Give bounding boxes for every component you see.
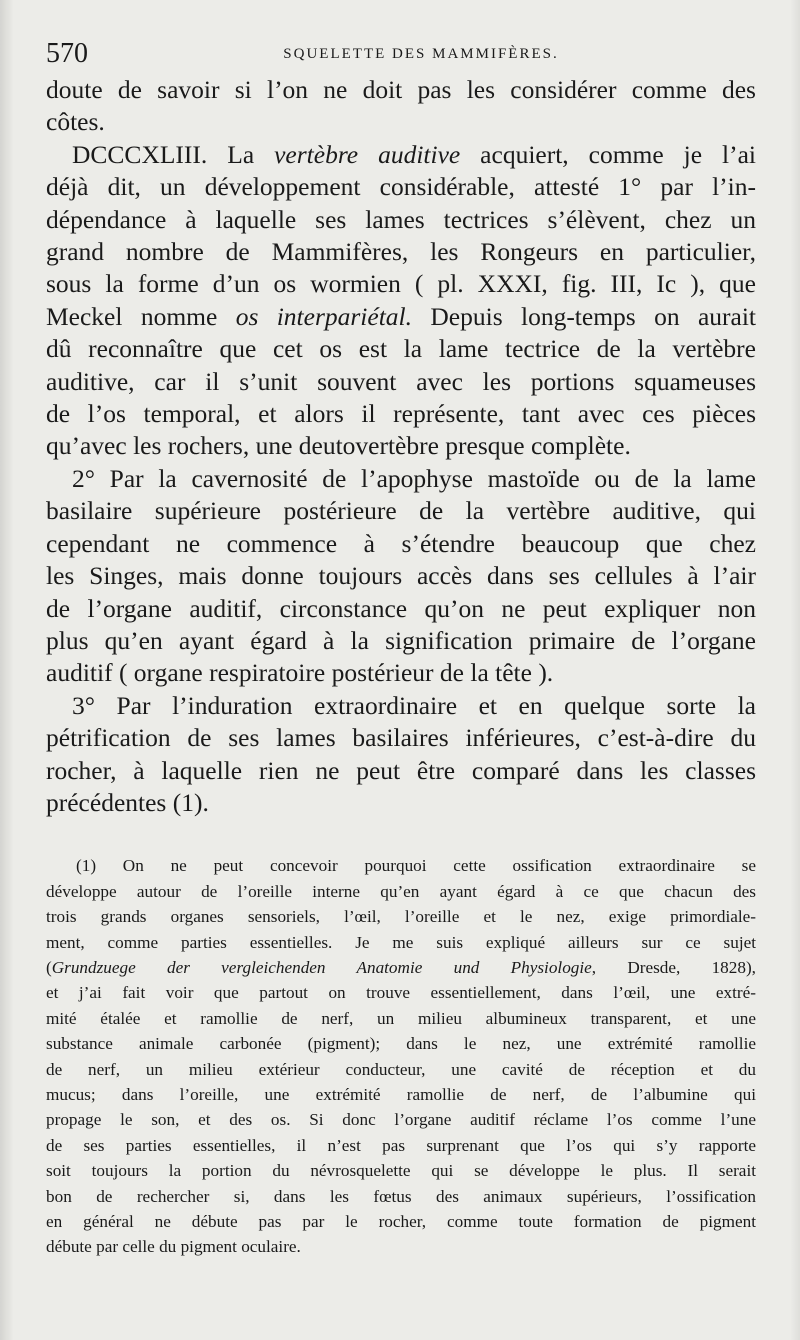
text-run: cependant ne commence à s’étendre beaucoup que chez: [46, 528, 756, 558]
footnote-line: [46, 1057, 756, 1082]
text-run: de l’organe auditif, circonstance qu’on ne peut expliquer non: [46, 593, 756, 623]
text-run: pétrification de ses lames basilaires inférieures, c’est-à-dire du: [46, 723, 756, 753]
text-run: débute par celle du pigment oculaire.: [46, 1237, 301, 1257]
text-line: [46, 787, 756, 819]
text-run: et j’ai fait voir que partout on trouve essentiellement, dans l’œil, une extré-: [46, 983, 756, 1003]
text-run: (: [46, 957, 52, 977]
text-line: [46, 722, 756, 754]
text-run: acquiert, comme je l’ai: [460, 139, 756, 169]
text-line: [46, 171, 756, 203]
text-run: substance animale carbonée (pigment); dans le nez, une extrémité ramollie: [46, 1034, 756, 1054]
text-line: [46, 139, 756, 171]
italic-text: vertèbre auditive: [274, 139, 461, 169]
text-run: trois grands organes sensoriels, l’œil, l’oreille et le nez, exige primordiale-: [46, 907, 756, 927]
italic-text: Grundzuege der vergleichenden Anatomie und Physiologie: [51, 957, 592, 977]
footnote-line: [46, 853, 756, 878]
text-run: mité étalée et ramollie de nerf, un milieu albumineux transparent, et une: [46, 1008, 756, 1028]
text-run: auditif ( organe respiratoire postérieur de la tête ).: [46, 658, 554, 688]
text-run: Depuis long-temps on aurait: [412, 301, 756, 331]
text-line: [46, 74, 756, 106]
text-line: [46, 430, 756, 462]
page-number: 570: [46, 38, 88, 69]
footnote-line: [46, 930, 756, 955]
text-run: côtes.: [46, 107, 105, 137]
text-run: basilaire supérieure postérieure de la vertèbre auditive, qui: [46, 496, 756, 526]
footnote-line: [46, 1082, 756, 1107]
footnote-line: [46, 980, 756, 1005]
footnote-line: [46, 1209, 756, 1234]
text-run: ment, comme parties essentielles. Je me suis expliqué ailleurs sur ce sujet: [46, 932, 756, 952]
text-run: déjà dit, un développement considérable, attesté 1° par l’in-: [46, 172, 756, 202]
running-head: [46, 34, 756, 74]
text-run: (1) On ne peut concevoir pourquoi cette ossification extraordinaire se: [76, 856, 756, 876]
footnote-line: [46, 879, 756, 904]
text-run: qu’avec les rochers, une deutovertèbre presque complète.: [46, 431, 631, 461]
text-run: 3° Par l’induration extraordinaire et en quelque sorte la: [72, 690, 756, 720]
text-run: dû reconnaître que cet os est la lame tectrice de la vertèbre: [46, 334, 756, 364]
text-run: mucus; dans l’oreille, une extrémité ramollie de nerf, de l’albumine qui: [46, 1085, 756, 1104]
text-run: rocher, à laquelle rien ne peut être comparé dans les classes: [46, 755, 756, 785]
main-text: [46, 74, 756, 819]
text-run: sous la forme d’un os wormien ( pl. XXXI, fig. III, Ic ), que: [46, 269, 756, 299]
text-run: auditive, car il s’unit souvent avec les portions squameuses: [46, 366, 756, 396]
footnote-line: [46, 1158, 756, 1183]
text-line: [46, 528, 756, 560]
text-line: [46, 268, 756, 300]
footnote-line: [46, 1184, 756, 1209]
text-line: [46, 204, 756, 236]
text-line: [46, 366, 756, 398]
text-run: bon de rechercher si, dans les fœtus des animaux supérieurs, l’ossification: [46, 1186, 756, 1206]
text-run: développe autour de l’oreille interne qu’en ayant égard à ce que chacun des: [46, 881, 756, 901]
footnote-line: [46, 904, 756, 929]
text-run: de l’os temporal, et alors il représente, tant avec ces pièces: [46, 399, 756, 429]
text-line: [46, 301, 756, 333]
text-run: Meckel nomme: [46, 301, 236, 331]
text-run: en général ne débute pas par le rocher, comme toute formation de pigment: [46, 1212, 756, 1232]
text-run: DCCCXLIII. La: [72, 139, 275, 169]
text-run: dépendance à laquelle ses lames tectrices s’élèvent, chez un: [46, 204, 756, 234]
text-line: [46, 657, 756, 689]
text-run: de ses parties essentielles, il n’est pas surprenant que l’os qui s’y rapporte: [46, 1135, 756, 1155]
footnote-line: [46, 955, 756, 980]
running-title: SQUELETTE DES MAMMIFÈRES.: [283, 46, 559, 62]
text-run: les Singes, mais donne toujours accès dans ses cellules à l’air: [46, 561, 756, 591]
text-line: [46, 625, 756, 657]
footnote-line: [46, 1006, 756, 1031]
text-line: [46, 106, 756, 138]
text-run: plus qu’en ayant égard à la signification primaire de l’organe: [46, 625, 756, 655]
text-run: précédentes (1).: [46, 787, 209, 817]
footnote-line: [46, 1031, 756, 1056]
text-line: [46, 333, 756, 365]
text-line: [46, 463, 756, 495]
text-line: [46, 593, 756, 625]
footnote-line: [46, 1234, 756, 1259]
text-line: [46, 560, 756, 592]
text-line: [46, 398, 756, 430]
text-run: doute de savoir si l’on ne doit pas les considérer comme des: [46, 75, 756, 104]
text-run: 2° Par la cavernosité de l’apophyse mastoïde ou de la lame: [72, 463, 756, 493]
footnote: [46, 853, 756, 1260]
text-line: [46, 495, 756, 527]
text-run: , Dresde, 1828),: [591, 957, 756, 977]
text-line: [46, 690, 756, 722]
text-line: [46, 236, 756, 268]
text-line: [46, 755, 756, 787]
text-run: soit toujours la portion du névrosquelette qui se développe le plus. Il serait: [46, 1161, 756, 1181]
text-run: de nerf, un milieu extérieur conducteur, une cavité de réception et du: [46, 1059, 756, 1079]
text-run: propage le son, et des os. Si donc l’organe auditif réclame l’os comme l’une: [46, 1110, 756, 1130]
text-run: grand nombre de Mammifères, les Rongeurs en particulier,: [46, 237, 756, 267]
footnote-line: [46, 1107, 756, 1132]
footnote-line: [46, 1133, 756, 1158]
italic-text: os interpariétal.: [235, 301, 413, 331]
